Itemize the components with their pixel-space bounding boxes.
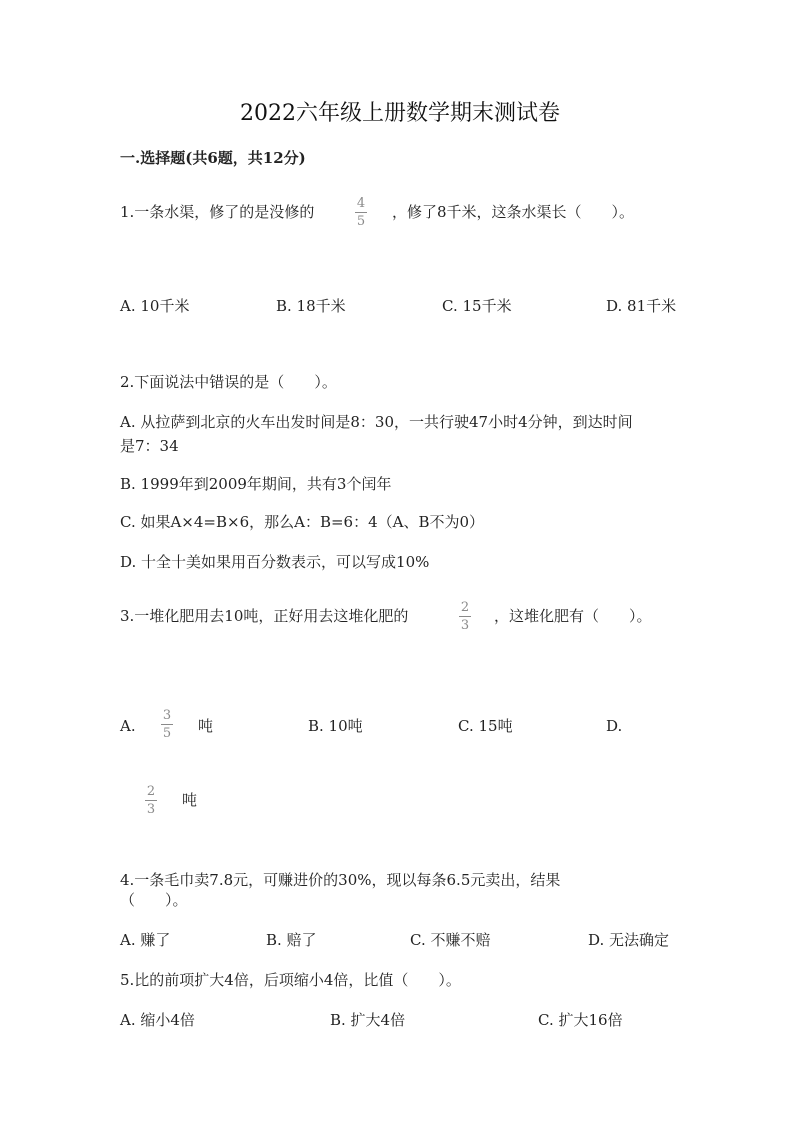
- question-1-option-a[interactable]: A. 10千米: [120, 297, 190, 315]
- question-1-option-c[interactable]: C. 15千米: [442, 297, 512, 315]
- question-1-fraction: [354, 196, 368, 229]
- question-1-option-d[interactable]: D. 81千米: [606, 297, 677, 315]
- fraction-denominator: 5: [356, 214, 366, 229]
- fraction-denominator: 3: [146, 802, 156, 817]
- question-3-option-b[interactable]: B. 10吨: [308, 717, 363, 735]
- question-5-option-a[interactable]: A. 缩小4倍: [120, 1011, 195, 1029]
- fraction-bar: [161, 724, 173, 725]
- question-4-option-d[interactable]: D. 无法确定: [588, 931, 670, 949]
- question-2-option-b[interactable]: B. 1999年到2009年期间，共有3个闰年: [120, 475, 392, 493]
- question-2-option-a-line1[interactable]: A. 从拉萨到北京的火车出发时间是8：30，一共行驶47小时4分钟，到达时间: [120, 413, 633, 431]
- question-5-option-c[interactable]: C. 扩大16倍: [538, 1011, 623, 1029]
- question-3-text-end: ，这堆化肥有（ ）。: [494, 607, 652, 625]
- option-d-label: D.: [606, 717, 623, 735]
- option-a-unit: 吨: [198, 717, 214, 735]
- option-d-fraction: [144, 784, 158, 817]
- option-a-label: A.: [120, 717, 136, 735]
- question-4-option-a[interactable]: A. 赚了: [120, 931, 171, 949]
- question-4-option-c[interactable]: C. 不赚不赔: [410, 931, 491, 949]
- question-3-option-c[interactable]: C. 15吨: [458, 717, 513, 735]
- option-a-fraction: [160, 708, 174, 741]
- question-1-option-b[interactable]: B. 18千米: [276, 297, 346, 315]
- question-4-option-b[interactable]: B. 赔了: [266, 931, 317, 949]
- fraction-numerator: 4: [356, 196, 366, 211]
- fraction-denominator: 3: [460, 618, 470, 633]
- question-3-fraction: [458, 600, 472, 633]
- fraction-bar: [459, 616, 471, 617]
- page-title: 2022六年级上册数学期末测试卷: [240, 101, 560, 126]
- question-5-text: 5.比的前项扩大4倍，后项缩小4倍，比值（ ）。: [120, 971, 461, 989]
- question-5-option-b[interactable]: B. 扩大4倍: [330, 1011, 406, 1029]
- question-4-text-line2: （ ）。: [120, 891, 188, 909]
- question-1-text-start: 1.一条水渠，修了的是没修的: [120, 203, 315, 221]
- fraction-denominator: 5: [162, 726, 172, 741]
- fraction-numerator: 3: [162, 708, 172, 723]
- question-2-text: 2.下面说法中错误的是（ ）。: [120, 373, 337, 391]
- question-1-text-end: ，修了8千米，这条水渠长（ ）。: [392, 203, 635, 221]
- fraction-numerator: 2: [460, 600, 470, 615]
- question-2-option-a-line2[interactable]: 是7：34: [120, 437, 179, 455]
- question-4-text-line1: 4.一条毛巾卖7.8元，可赚进价的30%，现以每条6.5元卖出，结果: [120, 871, 561, 889]
- question-2-option-d[interactable]: D. 十全十美如果用百分数表示，可以写成10%: [120, 553, 430, 571]
- fraction-bar: [145, 800, 157, 801]
- section-heading: 一.选择题(共6题，共12分): [120, 149, 306, 167]
- question-3-text-start: 3.一堆化肥用去10吨，正好用去这堆化肥的: [120, 607, 409, 625]
- fraction-bar: [355, 212, 367, 213]
- fraction-numerator: 2: [146, 784, 156, 799]
- option-d-unit: 吨: [182, 791, 198, 809]
- question-2-option-c[interactable]: C. 如果A×4=B×6，那么A：B=6：4（A、B不为0）: [120, 513, 485, 531]
